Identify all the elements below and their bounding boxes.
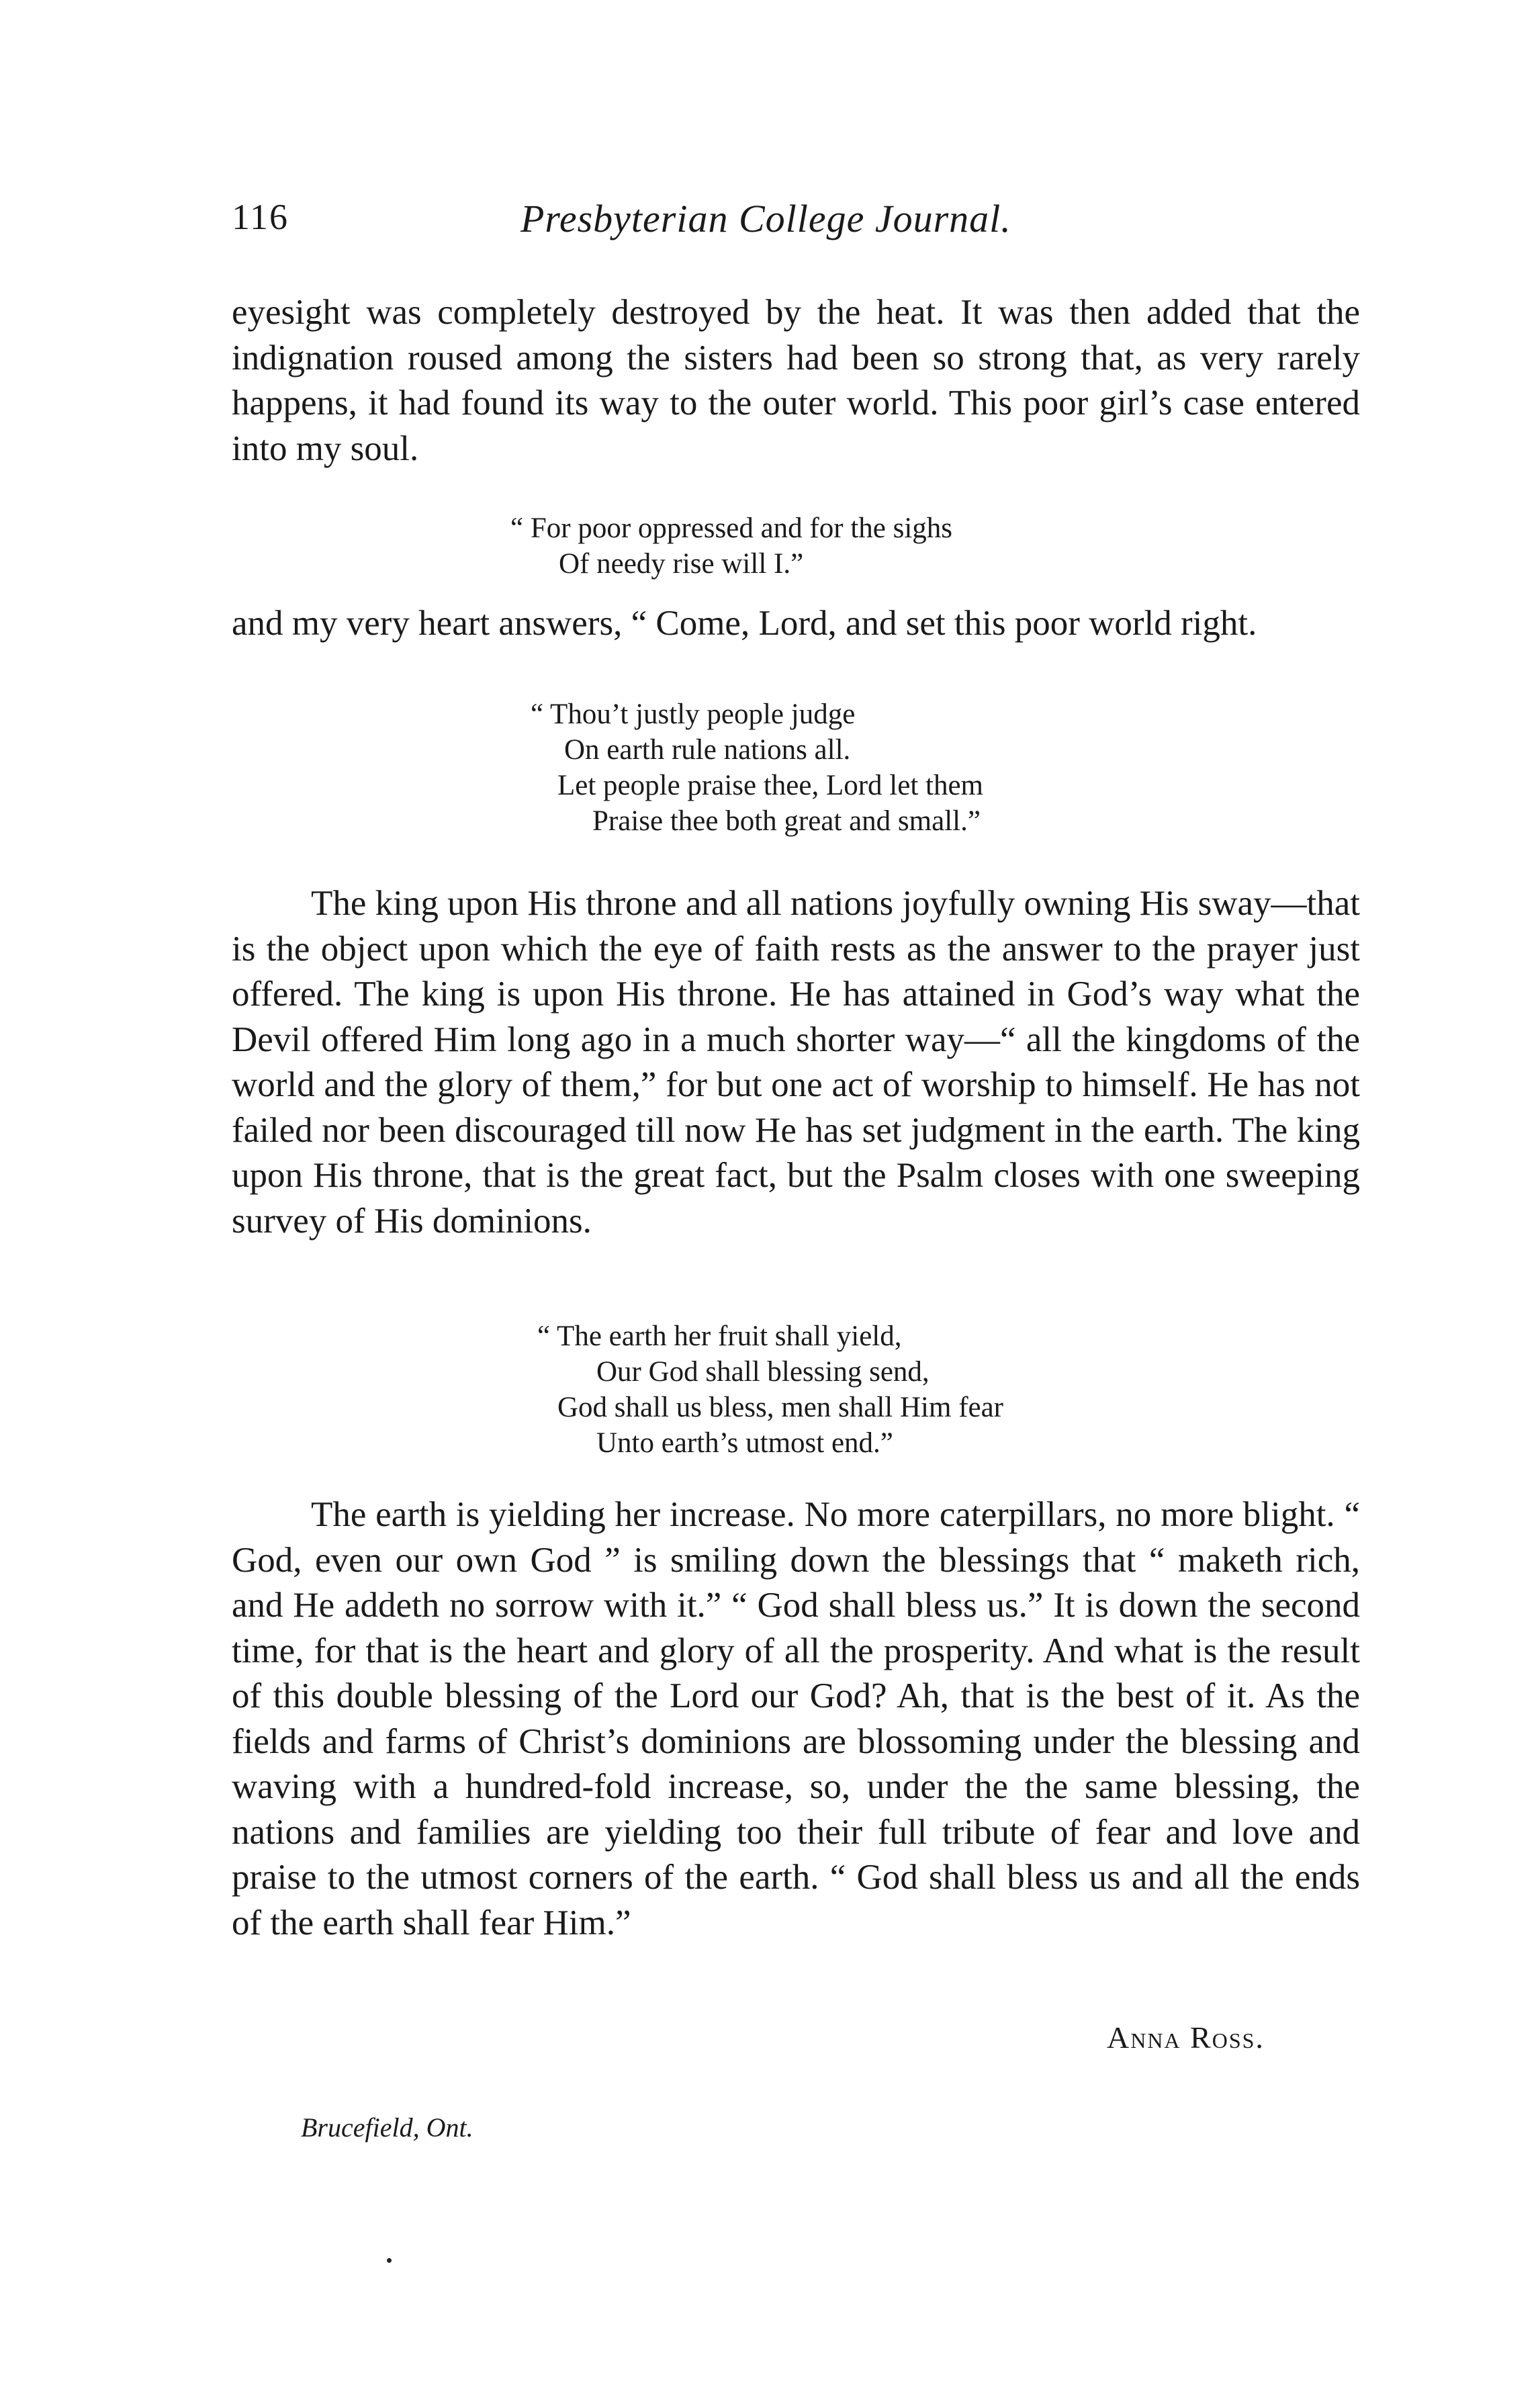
body-paragraph-1: eyesight was completely destroyed by the heat. It was then added that the indignation roused among the sisters had been so strong that, as very rarely happens, it had found its way to the outer world. This poor girl’s case entered into my soul. xyxy=(232,293,1360,468)
author-signature: Anna Ross. xyxy=(1107,2020,1265,2055)
body-paragraph-3: The king upon His throne and all nations joyfully owning His sway—that is the object upon which the eye of faith rests as the answer to the prayer just offered. The king is upon His throne. He has attained in God’s way what the Devil offered Him long ago in a much shorter way—“ all the kingdoms of the world and the glory of them,” for but one act of worship to himself. He has not failed nor been discouraged till now He has set judgment in the earth. The king upon His throne, that is the great fact, but the Psalm closes with one sweeping survey of His dominions. xyxy=(232,884,1360,1241)
body-paragraph-4: The earth is yielding her increase. No more caterpillars, no more blight. “ God, even our own God ” is smiling down the blessings that “ maketh rich, and He addeth no sorrow with it.” “ God shall bless us.” It is down the second time, for that is the heart and glory of all the prosperity. And what is the result of this double blessing of the Lord our God? Ah, that is the best of it. As the fields and farms of Christ’s dominions are blossoming under the blessing and waving with a hundred-fold increase, so, under the the same blessing, the nations and families are yielding too their full tribute of fear and love and praise to the utmost corners of the earth. “ God shall bless us and all the ends of the earth shall fear Him.” xyxy=(232,1495,1360,1942)
verse-line: Let people praise thee, Lord let them xyxy=(557,770,983,801)
verse-block-3 xyxy=(537,1318,1003,1461)
ink-speck xyxy=(387,2258,392,2263)
verse-line: “ For poor oppressed and for the sighs xyxy=(510,512,953,544)
verse-line: Unto earth’s utmost end.” xyxy=(596,1427,893,1459)
verse-line: On earth rule nations all. xyxy=(564,734,851,766)
verse-block-2 xyxy=(531,697,983,839)
verse-line: Our God shall blessing send, xyxy=(596,1356,930,1388)
verse-line: Praise thee both great and small.” xyxy=(592,805,981,837)
verse-block-1 xyxy=(510,510,952,582)
page-number: 116 xyxy=(232,197,289,237)
body-paragraph-2: and my very heart answers, “ Come, Lord, and set this poor world right. xyxy=(232,604,1257,643)
page-header xyxy=(232,196,1360,250)
verse-line: “ Thou’t justly people judge xyxy=(531,699,856,730)
running-title: Presbyterian College Journal. xyxy=(520,197,1011,240)
verse-line: Of needy rise will I.” xyxy=(559,548,804,580)
verse-line: “ The earth her fruit shall yield, xyxy=(537,1320,902,1352)
verse-line: God shall us bless, men shall Him fear xyxy=(557,1392,1004,1423)
author-location: Brucefield, Ont. xyxy=(301,2112,473,2143)
